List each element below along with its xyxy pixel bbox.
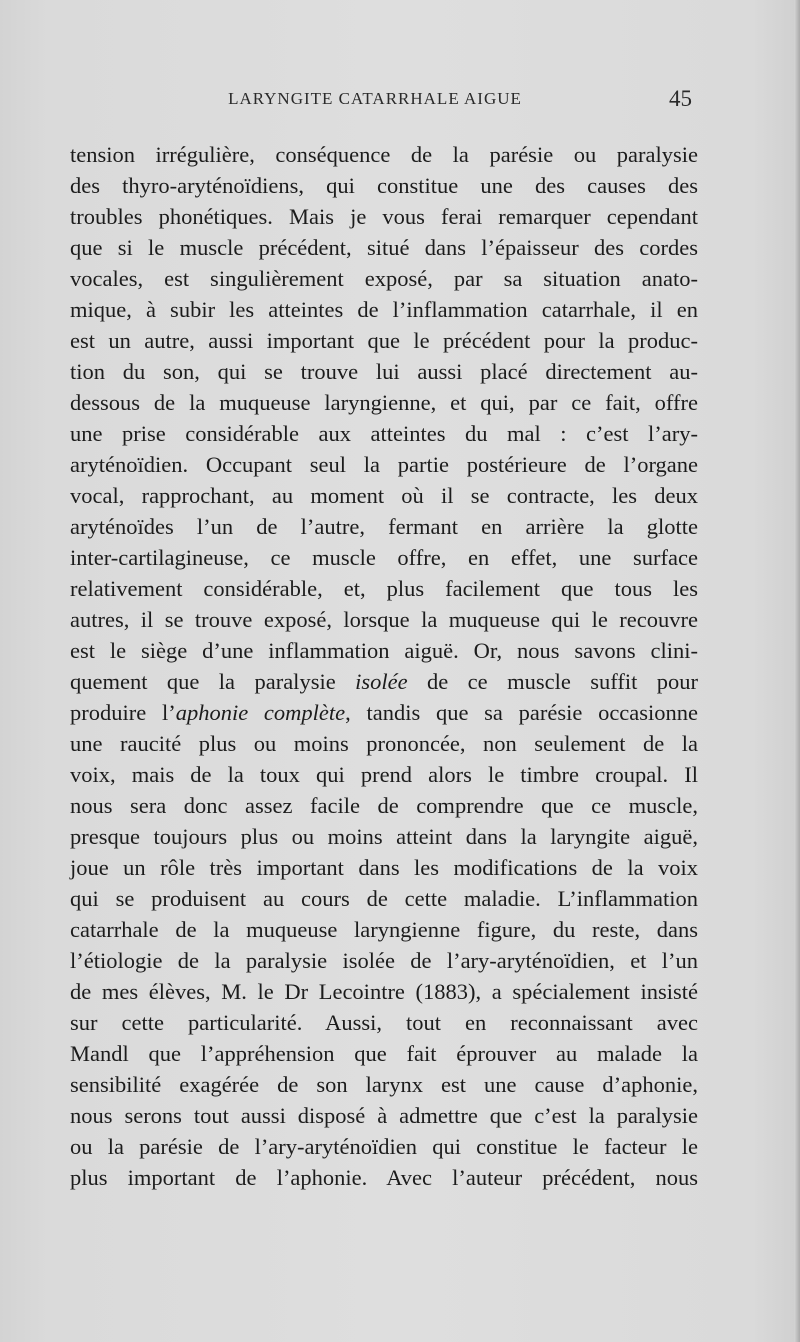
text-line: vocal, rapprochant, au moment où il se contracte, les deux: [70, 483, 698, 508]
text-line: aryténoïdien. Occupant seul la partie postérieure de l’organe: [70, 452, 698, 477]
text-line: qui se produisent au cours de cette maladie. L’inflammation: [70, 886, 698, 911]
text-line: aryténoïdes l’un de l’autre, fermant en arrière la glotte: [70, 514, 698, 539]
text-line: des thyro-aryténoïdiens, qui constitue une des causes des: [70, 173, 698, 198]
text-line: dessous de la muqueuse laryngienne, et qui, par ce fait, offre: [70, 390, 698, 415]
italic-term-isolee: isolée: [355, 669, 408, 694]
page-number: 45: [669, 86, 692, 111]
running-head: [70, 86, 698, 116]
text-line: presque toujours plus ou moins atteint dans la laryngite aiguë,: [70, 824, 698, 849]
text-line: joue un rôle très important dans les modifications de la voix: [70, 855, 698, 880]
text-line: nous serons tout aussi disposé à admettre que c’est la paralysie: [70, 1103, 698, 1128]
text-line: sensibilité exagérée de son larynx est une cause d’aphonie,: [70, 1072, 698, 1097]
text-line: une raucité plus ou moins prononcée, non seulement de la: [70, 731, 698, 756]
text-line: sur cette particularité. Aussi, tout en reconnaissant avec: [70, 1010, 698, 1035]
text-line-with-italic: [70, 697, 698, 728]
text-line: est un autre, aussi important que le précédent pour la produc-: [70, 328, 698, 353]
text-line: vocales, est singulièrement exposé, par sa situation anato-: [70, 266, 698, 291]
text-segment: produire l’: [70, 700, 176, 725]
text-line: ou la parésie de l’ary-aryténoïdien qui constitue le facteur le: [70, 1134, 698, 1159]
text-line: une prise considérable aux atteintes du mal : c’est l’ary-: [70, 421, 698, 446]
text-line: autres, il se trouve exposé, lorsque la muqueuse qui le recouvre: [70, 607, 698, 632]
text-line: tion du son, qui se trouve lui aussi placé directement au-: [70, 359, 698, 384]
text-line: l’étiologie de la paralysie isolée de l’ary-aryténoïdien, et l’un: [70, 948, 698, 973]
text-line: catarrhale de la muqueuse laryngienne figure, du reste, dans: [70, 917, 698, 942]
text-line: nous sera donc assez facile de comprendre que ce muscle,: [70, 793, 698, 818]
text-line: Mandl que l’appréhension que fait éprouver au malade la: [70, 1041, 698, 1066]
text-segment: de ce muscle suffit pour: [407, 669, 698, 694]
text-line: est le siège d’une inflammation aiguë. Or, nous savons clini-: [70, 638, 698, 663]
text-line: de mes élèves, M. le Dr Lecointre (1883), a spécialement insisté: [70, 979, 698, 1004]
text-segment: , tandis que sa parésie occasionne: [345, 700, 699, 725]
text-line-with-italic: [70, 666, 698, 697]
text-line: relativement considérable, et, plus facilement que tous les: [70, 576, 698, 601]
text-line: que si le muscle précédent, situé dans l’épaisseur des cordes: [70, 235, 698, 260]
text-line: voix, mais de la toux qui prend alors le timbre croupal. Il: [70, 762, 698, 787]
text-line: mique, à subir les atteintes de l’inflammation catarrhale, il en: [70, 297, 698, 322]
page-edge-shadow: [794, 0, 800, 1342]
running-title: LARYNGITE CATARRHALE AIGUE: [228, 89, 522, 108]
body-text: [70, 139, 698, 1193]
text-segment: quement que la paralysie: [70, 669, 356, 694]
text-line: troubles phonétiques. Mais je vous ferai remarquer cependant: [70, 204, 698, 229]
italic-term-aphonie-complete: aphonie complète: [175, 700, 346, 725]
text-line: plus important de l’aphonie. Avec l’auteur précédent, nous: [70, 1165, 698, 1190]
text-line: inter-cartilagineuse, ce muscle offre, en effet, une surface: [70, 545, 698, 570]
text-line: tension irrégulière, conséquence de la parésie ou paralysie: [70, 142, 698, 167]
